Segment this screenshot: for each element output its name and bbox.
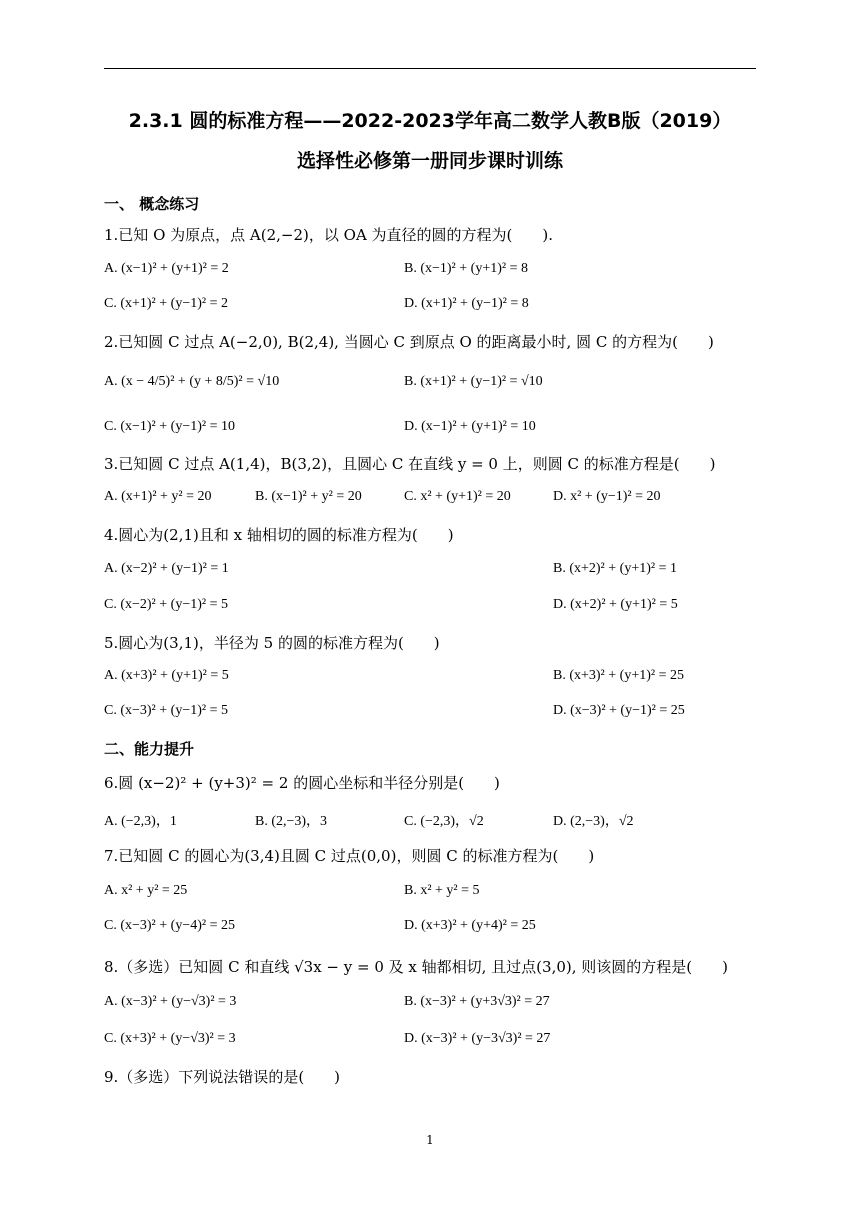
- question-2-option-a: A. (x − 4/5)² + (y + 8/5)² = √10: [104, 374, 280, 389]
- question-4-option-b: B. (x+2)² + (y+1)² = 1: [553, 561, 677, 576]
- question-2-stem: 2.已知圆 C 过点 A(−2,0), B(2,4), 当圆心 C 到原点 O 的距离最小时, 圆 C 的方程为( ): [104, 333, 714, 351]
- question-3-option-a: A. (x+1)² + y² = 20: [104, 489, 212, 504]
- question-2-option-c: C. (x−1)² + (y−1)² = 10: [104, 419, 235, 434]
- page-number: 1: [426, 1133, 434, 1147]
- question-3-stem: 3.已知圆 C 过点 A(1,4)，B(3,2)，且圆心 C 在直线 y = 0 上，则圆 C 的标准方程是( ): [104, 455, 716, 473]
- question-6-option-d: D. (2,−3)，√2: [553, 814, 634, 829]
- question-5-stem: 5.圆心为(3,1)，半径为 5 的圆的标准方程为( ): [104, 634, 440, 652]
- question-1-stem: 1.已知 O 为原点，点 A(2,−2)，以 OA 为直径的圆的方程为( ).: [104, 226, 554, 244]
- question-5-option-b: B. (x+3)² + (y+1)² = 25: [553, 668, 684, 683]
- question-2-option-b: B. (x+1)² + (y−1)² = √10: [404, 374, 543, 389]
- question-5-option-d: D. (x−3)² + (y−1)² = 25: [553, 703, 685, 718]
- question-8-stem: 8.（多选）已知圆 C 和直线 √3x − y = 0 及 x 轴都相切, 且过点(3,0), 则该圆的方程是( ): [104, 958, 728, 976]
- question-1-option-b: B. (x−1)² + (y+1)² = 8: [404, 261, 528, 276]
- question-4-option-a: A. (x−2)² + (y−1)² = 1: [104, 561, 229, 576]
- question-7-option-c: C. (x−3)² + (y−4)² = 25: [104, 918, 235, 933]
- question-1-option-c: C. (x+1)² + (y−1)² = 2: [104, 296, 228, 311]
- question-8-option-d: D. (x−3)² + (y−3√3)² = 27: [404, 1031, 551, 1046]
- question-7-option-b: B. x² + y² = 5: [404, 883, 480, 898]
- question-4-option-d: D. (x+2)² + (y+1)² = 5: [553, 597, 678, 612]
- question-6-stem: 6.圆 (x−2)² + (y+3)² = 2 的圆心坐标和半径分别是( ): [104, 774, 500, 792]
- header-rule: [104, 68, 756, 69]
- question-9-stem: 9.（多选）下列说法错误的是( ): [104, 1068, 341, 1086]
- question-4-option-c: C. (x−2)² + (y−1)² = 5: [104, 597, 228, 612]
- question-1-option-d: D. (x+1)² + (y−1)² = 8: [404, 296, 529, 311]
- question-2-option-d: D. (x−1)² + (y+1)² = 10: [404, 419, 536, 434]
- question-7-option-d: D. (x+3)² + (y+4)² = 25: [404, 918, 536, 933]
- doc-title-line-2: 选择性必修第一册同步课时训练: [296, 150, 563, 172]
- question-7-option-a: A. x² + y² = 25: [104, 883, 188, 898]
- question-4-stem: 4.圆心为(2,1)且和 x 轴相切的圆的标准方程为( ): [104, 526, 454, 544]
- question-5-option-c: C. (x−3)² + (y−1)² = 5: [104, 703, 228, 718]
- section-heading-advanced: 二、能力提升: [104, 740, 195, 758]
- question-6-option-c: C. (−2,3)，√2: [404, 814, 484, 829]
- question-8-option-b: B. (x−3)² + (y+3√3)² = 27: [404, 994, 550, 1009]
- question-1-option-a: A. (x−1)² + (y+1)² = 2: [104, 261, 229, 276]
- question-8-option-c: C. (x+3)² + (y−√3)² = 3: [104, 1031, 236, 1046]
- doc-title-line-1: 2.3.1 圆的标准方程——2022-2023学年高二数学人教B版（2019）: [128, 110, 732, 132]
- question-3-option-b: B. (x−1)² + y² = 20: [255, 489, 362, 504]
- question-5-option-a: A. (x+3)² + (y+1)² = 5: [104, 668, 229, 683]
- question-6-option-a: A. (−2,3)，1: [104, 814, 177, 829]
- question-6-option-b: B. (2,−3)，3: [255, 814, 328, 829]
- question-7-stem: 7.已知圆 C 的圆心为(3,4)且圆 C 过点(0,0)，则圆 C 的标准方程为( ): [104, 847, 595, 865]
- section-heading-concepts: 一、 概念练习: [104, 195, 200, 213]
- question-3-option-c: C. x² + (y+1)² = 20: [404, 489, 511, 504]
- question-3-option-d: D. x² + (y−1)² = 20: [553, 489, 661, 504]
- question-8-option-a: A. (x−3)² + (y−√3)² = 3: [104, 994, 237, 1009]
